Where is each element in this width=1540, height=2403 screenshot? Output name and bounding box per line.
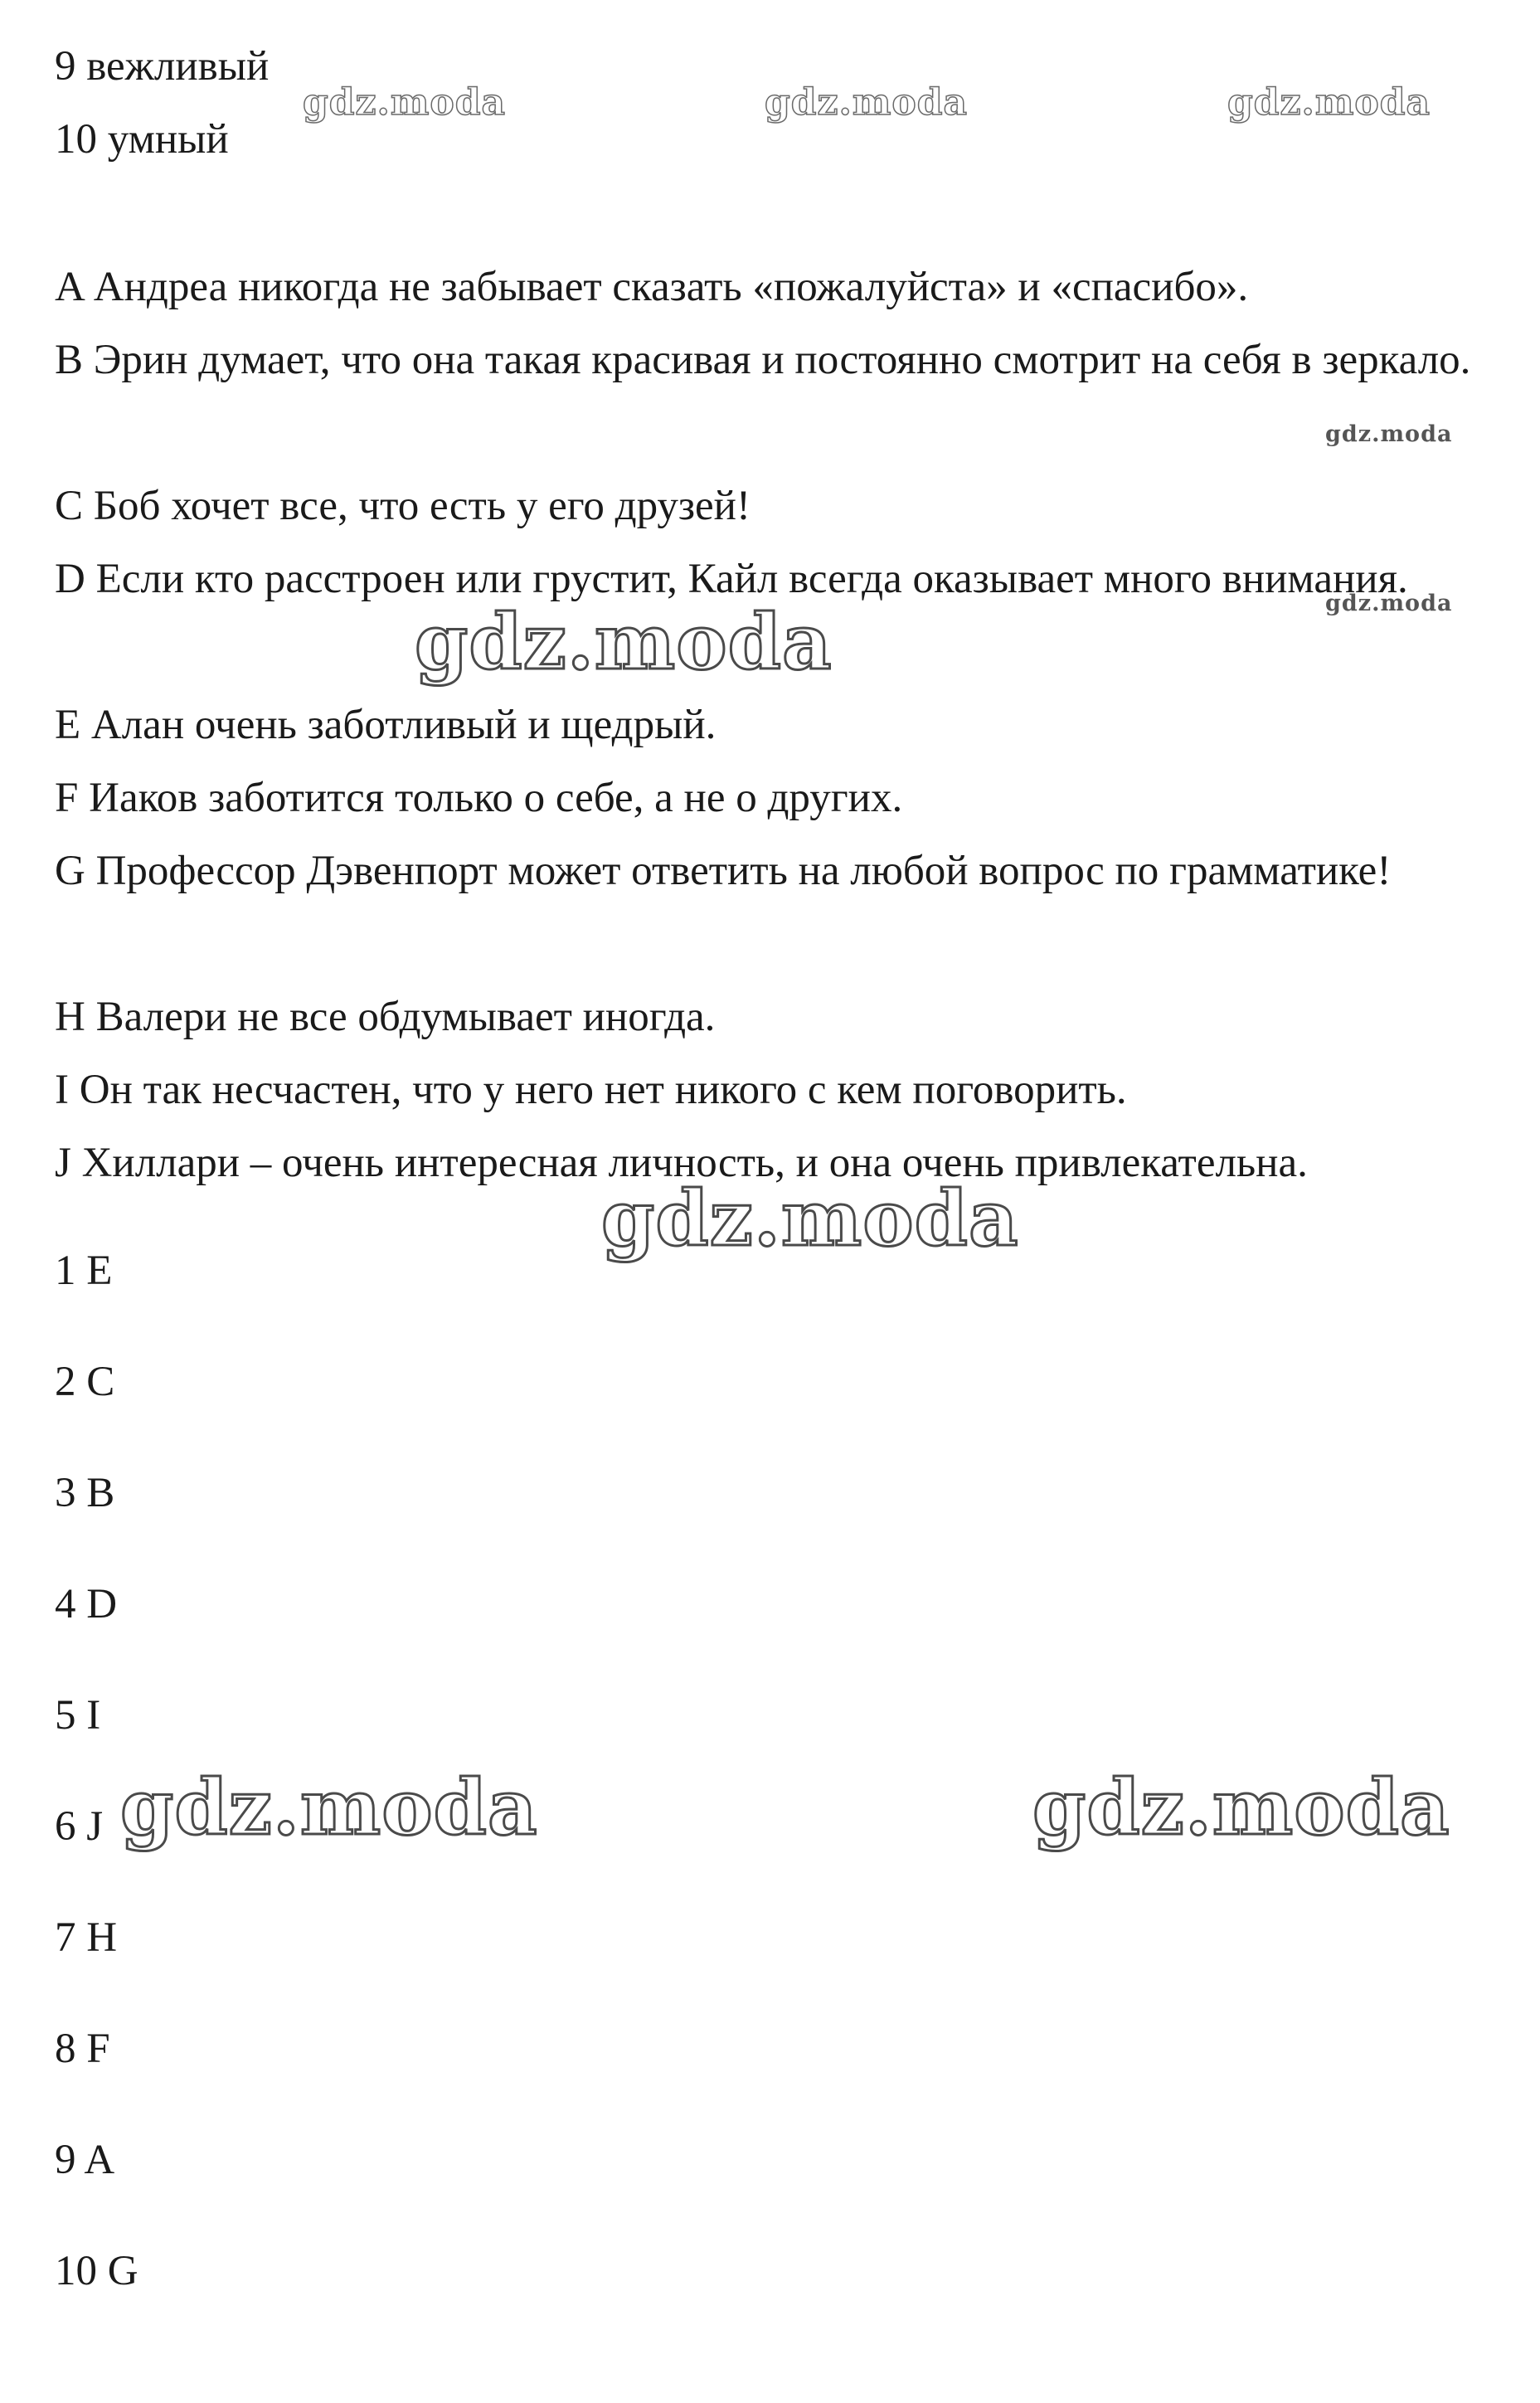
watermark-logo: gdz.moda [1227, 81, 1431, 124]
sentence-b: B Эрин думает, что она такая красивая и постоянно смотрит на себя в зеркало. [55, 337, 1471, 383]
word-item: 10 умный [55, 116, 229, 163]
answer-item: 4 D [55, 1581, 118, 1627]
sentence-a: A Андреа никогда не забывает сказать «пожалуйста» и «спасибо». [55, 264, 1249, 310]
sentence-f: F Иаков заботится только о себе, а не о других. [55, 775, 903, 821]
answer-item: 5 I [55, 1692, 101, 1739]
watermark-logo: gdz.moda [1325, 421, 1453, 447]
answer-item: 7 H [55, 1914, 118, 1961]
answer-item: 6 J [55, 1803, 104, 1850]
word-item: 9 вежливый [55, 43, 270, 90]
sentence-c: C Боб хочет все, что есть у его друзей! [55, 483, 751, 529]
answer-item: 8 F [55, 2026, 110, 2072]
sentence-i: I Он так несчастен, что у него нет никого с кем поговорить. [55, 1067, 1127, 1113]
watermark-logo: gdz.moda [1032, 1763, 1450, 1852]
answer-item: 10 G [55, 2248, 138, 2294]
answer-item: 3 B [55, 1470, 115, 1516]
sentence-j: J Хиллари – очень интересная личность, и она очень привлекательна. [55, 1140, 1308, 1186]
sentence-g: G Профессор Дэвенпорт может ответить на любой вопрос по грамматике! [55, 848, 1392, 894]
answer-item: 2 C [55, 1359, 115, 1405]
watermark-logo: gdz.moda [120, 1763, 538, 1852]
sentence-e: E Алан очень заботливый и щедрый. [55, 702, 717, 748]
watermark-logo: gdz.moda [415, 597, 833, 687]
watermark-logo: gdz.moda [765, 81, 969, 124]
sentence-h: H Валери не все обдумывает иногда. [55, 994, 716, 1040]
watermark-logo: gdz.moda [1325, 591, 1453, 616]
answer-item: 1 E [55, 1248, 113, 1294]
sentence-d: D Если кто расстроен или грустит, Кайл всегда оказывает много внимания. [55, 556, 1408, 602]
watermark-logo: gdz.moda [303, 81, 507, 124]
watermark-logo: gdz.moda [601, 1174, 1019, 1263]
answer-item: 9 A [55, 2137, 115, 2183]
